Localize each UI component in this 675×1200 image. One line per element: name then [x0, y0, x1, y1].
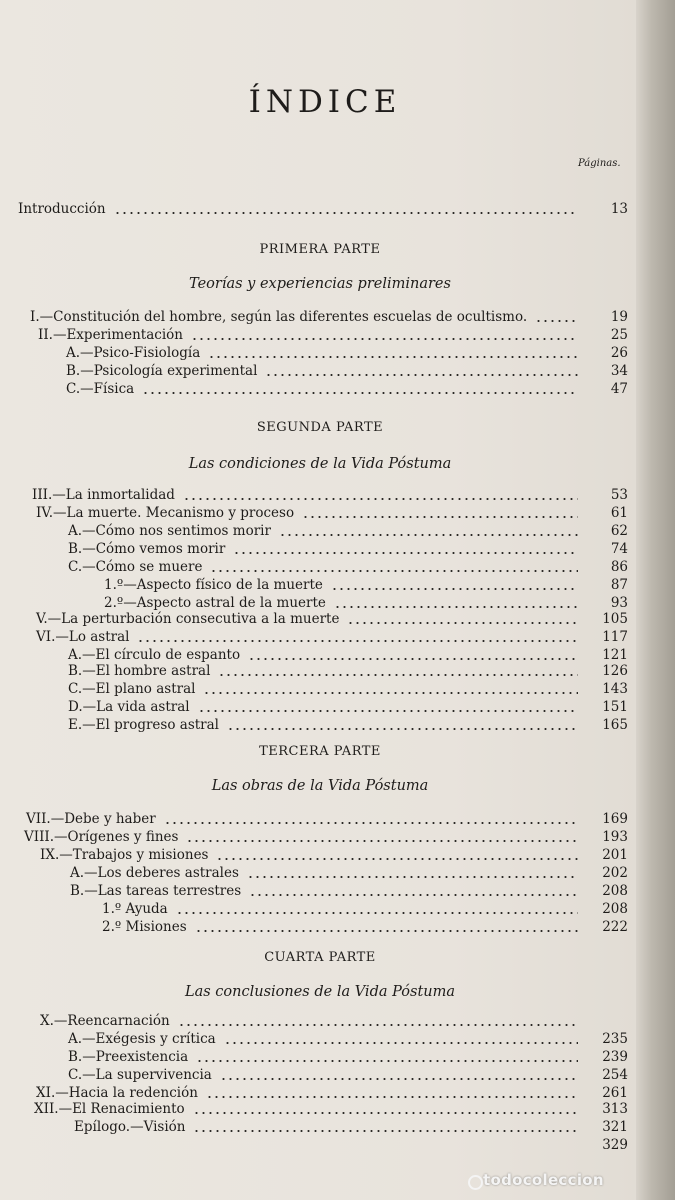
entry-title: X.—Reencarnación [40, 1013, 170, 1029]
toc-entry [0, 362, 640, 380]
toc-entry [0, 918, 640, 936]
toc-entry-introduction [0, 200, 640, 218]
page-number: 25 [610, 327, 628, 343]
dot-leader [265, 374, 578, 376]
dot-leader [210, 570, 578, 572]
dot-leader [247, 876, 578, 878]
entry-title: VII.—Debe y haber [26, 811, 156, 827]
entry-title: XI.—Hacia la redención [36, 1085, 198, 1101]
entry-title: III.—La inmortalidad [32, 487, 175, 503]
dot-leader [216, 858, 578, 860]
dot-leader [224, 1042, 578, 1044]
dot-leader [198, 710, 578, 712]
page-number: 126 [602, 663, 628, 679]
page-number: 47 [610, 381, 628, 397]
dot-leader [279, 534, 578, 536]
dot-leader [248, 658, 578, 660]
watermark-logo-icon [468, 1175, 483, 1190]
part-heading: TERCERA PARTE [259, 744, 381, 759]
page-number: 26 [610, 345, 628, 361]
entry-title: A.—Los deberes astrales [70, 865, 239, 881]
entry-title: 1.º—Aspecto físico de la muerte [104, 577, 323, 593]
dot-leader [193, 1112, 578, 1114]
dot-leader [164, 822, 578, 824]
entry-title: B.—Psicología experimental [66, 363, 258, 379]
page-number: 121 [602, 647, 628, 663]
page-number: 208 [602, 883, 628, 899]
entry-title: B.—Preexistencia [68, 1049, 189, 1065]
page-number: 165 [602, 717, 628, 733]
page-number: 261 [602, 1085, 628, 1101]
entry-title: 1.º Ayuda [102, 901, 168, 917]
entry-title: B.—Las tareas terrestres [70, 883, 242, 899]
toc-entry [0, 1136, 640, 1154]
entry-title: IX.—Trabajos y misiones [40, 847, 209, 863]
toc-entry [0, 558, 640, 576]
part-subtitle: Las obras de la Vida Póstuma [211, 778, 429, 794]
page-number: 222 [602, 919, 628, 935]
entry-title: Epílogo.—Visión [74, 1119, 186, 1135]
dot-leader [137, 640, 578, 642]
page-number: 34 [610, 363, 628, 379]
dot-leader [196, 1060, 578, 1062]
page-number: 193 [602, 829, 628, 845]
dot-leader [535, 320, 578, 322]
dot-leader [220, 1078, 578, 1080]
toc-entry [0, 1100, 640, 1118]
watermark: todocoleccion [483, 1171, 604, 1189]
dot-leader [114, 212, 578, 214]
page-number: 13 [610, 201, 628, 217]
dot-leader [195, 930, 578, 932]
page-number: 93 [610, 595, 628, 611]
toc-entry [0, 628, 640, 646]
dot-leader [218, 674, 578, 676]
page-number: 61 [610, 505, 628, 521]
entry-title: VIII.—Orígenes y fines [24, 829, 179, 845]
page-number: 151 [602, 699, 628, 715]
toc-entry [0, 522, 640, 540]
toc-entry [0, 846, 640, 864]
dot-leader [191, 338, 578, 340]
page-number: 74 [610, 541, 628, 557]
entry-title: V.—La perturbación consecutiva a la muerte [36, 611, 340, 627]
dot-leader [186, 840, 578, 842]
dot-leader [176, 912, 578, 914]
entry-title: D.—La vida astral [68, 699, 190, 715]
page-number: 254 [602, 1067, 628, 1083]
toc-entry [0, 810, 640, 828]
pages-column-label: Páginas. [578, 158, 621, 169]
page-number: 313 [602, 1101, 628, 1117]
entry-title: C.—Física [66, 381, 135, 397]
entry-title: A.—El círculo de espanto [68, 647, 241, 663]
dot-leader [193, 1130, 578, 1132]
part-heading: CUARTA PARTE [264, 950, 376, 965]
toc-entry [0, 1118, 640, 1136]
entry-title: XII.—El Renacimiento [34, 1101, 185, 1117]
entry-title: B.—El hombre astral [68, 663, 211, 679]
entry-title: I.—Constitución del hombre, según las diferentes escuelas de ocultismo. [30, 309, 528, 325]
toc-entry [0, 698, 640, 716]
toc-entry [0, 610, 640, 628]
part-heading: PRIMERA PARTE [259, 242, 381, 257]
toc-entry [0, 1012, 640, 1030]
page-number: 235 [602, 1031, 628, 1047]
part-subtitle: Las conclusiones de la Vida Póstuma [184, 984, 456, 1000]
page-title: ÍNDICE [248, 84, 402, 120]
entry-title: 2.º Misiones [102, 919, 187, 935]
part-heading: SEGUNDA PARTE [256, 420, 384, 435]
page-number: 239 [602, 1049, 628, 1065]
page-number: 329 [602, 1137, 628, 1153]
toc-entry [0, 1030, 640, 1048]
toc-entry [0, 486, 640, 504]
entry-title: VI.—Lo astral [36, 629, 130, 645]
dot-leader [233, 552, 578, 554]
toc-entry [0, 680, 640, 698]
page-number: 19 [610, 309, 628, 325]
entry-title: A.—Psico-Fisiología [66, 345, 201, 361]
page-number: 86 [610, 559, 628, 575]
entry-title: E.—El progreso astral [68, 717, 219, 733]
dot-leader [142, 392, 578, 394]
toc-entry [0, 1048, 640, 1066]
dot-leader [206, 1096, 578, 1098]
toc-entry [0, 828, 640, 846]
toc-entry [0, 504, 640, 522]
entry-title: C.—El plano astral [68, 681, 196, 697]
dot-leader [227, 728, 578, 730]
part-subtitle: Las condiciones de la Vida Póstuma [188, 456, 452, 472]
dot-leader [334, 606, 578, 608]
part-subtitle: Teorías y experiencias preliminares [189, 276, 451, 292]
dot-leader [183, 498, 578, 500]
page-number: 321 [602, 1119, 628, 1135]
entry-title: IV.—La muerte. Mecanismo y proceso [36, 505, 295, 521]
entry-title: A.—Cómo nos sentimos morir [68, 523, 271, 539]
toc-entry [0, 576, 640, 594]
page-number: 87 [610, 577, 628, 593]
toc-entry [0, 864, 640, 882]
entry-title: A.—Exégesis y crítica [68, 1031, 216, 1047]
page-number: 105 [602, 611, 628, 627]
entry-title: C.—Cómo se muere [68, 559, 203, 575]
toc-entry [0, 308, 640, 326]
entry-title: C.—La supervivencia [68, 1067, 212, 1083]
page-number: 117 [602, 629, 628, 645]
entry-title: B.—Cómo vemos morir [68, 541, 226, 557]
book-gutter [636, 0, 675, 1200]
entry-title: II.—Experimentación [38, 327, 183, 343]
page-number: 208 [602, 901, 628, 917]
entry-title: Introducción [18, 201, 106, 217]
toc-entry [0, 540, 640, 558]
dot-leader [347, 622, 578, 624]
dot-leader [302, 516, 578, 518]
dot-leader [178, 1024, 578, 1026]
toc-entry [0, 344, 640, 362]
entry-title: 2.º—Aspecto astral de la muerte [104, 595, 326, 611]
toc-entry [0, 380, 640, 398]
toc-entry [0, 716, 640, 734]
dot-leader [208, 356, 578, 358]
page-number: 169 [602, 811, 628, 827]
dot-leader [203, 692, 578, 694]
page-number: 143 [602, 681, 628, 697]
page-number: 202 [602, 865, 628, 881]
dot-leader [331, 588, 578, 590]
page-number: 201 [602, 847, 628, 863]
page-number: 53 [610, 487, 628, 503]
toc-entry [0, 326, 640, 344]
page-number: 62 [610, 523, 628, 539]
toc-entry [0, 900, 640, 918]
toc-entry [0, 662, 640, 680]
dot-leader [249, 894, 578, 896]
toc-entry [0, 1066, 640, 1084]
toc-entry [0, 882, 640, 900]
